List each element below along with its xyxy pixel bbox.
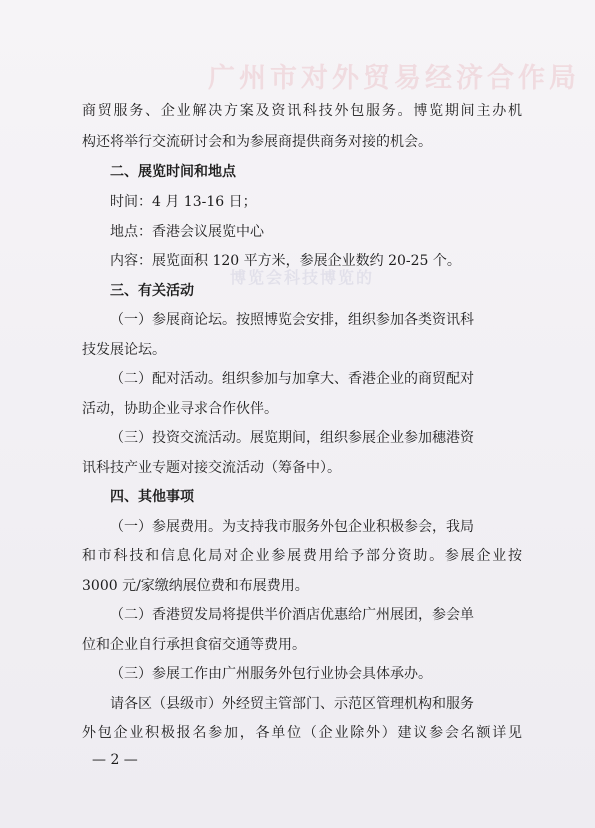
section-heading: 三、有关活动 xyxy=(110,283,194,299)
paragraph-line: （三）投资交流活动。展览期间，组织参展企业参加穗港资 xyxy=(110,430,474,446)
paragraph-line: 活动，协助企业寻求合作伙伴。 xyxy=(82,401,278,417)
paragraph-line: 外包企业积极报名参加，各单位（企业除外）建议参会名额详见 xyxy=(82,725,522,741)
bleed-through-header: 广州市对外贸易经济合作局 xyxy=(208,63,580,94)
paragraph-line: 时间：4 月 13-16 日； xyxy=(110,194,257,210)
page-number: — 2 — xyxy=(92,752,138,768)
paragraph-line: 和市科技和信息化局对企业参展费用给予部分资助。参展企业按 xyxy=(82,548,522,564)
section-heading: 四、其他事项 xyxy=(110,489,194,505)
paragraph-line: 请各区（县级市）外经贸主管部门、示范区管理机构和服务 xyxy=(110,696,474,712)
paragraph-line: （二）配对活动。组织参加与加拿大、香港企业的商贸配对 xyxy=(110,371,474,387)
paragraph-line: 地点：香港会议展览中心 xyxy=(110,224,264,240)
paragraph-line: 构还将举行交流研讨会和为参展商提供商务对接的机会。 xyxy=(82,134,432,150)
paragraph-line: 3000 元/家缴纳展位费和布展费用。 xyxy=(82,578,309,594)
paragraph-line: 内容：展览面积 120 平方米，参展企业数约 20-25 个。 xyxy=(110,253,461,269)
paragraph-line: （一）参展商论坛。按照博览会安排，组织参加各类资讯科 xyxy=(110,312,474,328)
paragraph-line: 商贸服务、企业解决方案及资讯科技外包服务。博览期间主办机 xyxy=(82,103,522,119)
bleed-through-middle: 博览会科技博览的 xyxy=(230,268,375,287)
paragraph-line: 技发展论坛。 xyxy=(82,342,166,358)
paragraph-line: （一）参展费用。为支持我市服务外包企业积极参会，我局 xyxy=(110,519,474,535)
paragraph-line: （二）香港贸发局将提供半价酒店优惠给广州展团，参会单 xyxy=(110,607,474,623)
paragraph-line: 位和企业自行承担食宿交通等费用。 xyxy=(82,637,306,653)
section-heading: 二、展览时间和地点 xyxy=(110,164,236,180)
paragraph-line: 讯科技产业专题对接交流活动（筹备中）。 xyxy=(82,460,341,476)
paragraph-line: （三）参展工作由广州服务外包行业协会具体承办。 xyxy=(110,666,432,682)
